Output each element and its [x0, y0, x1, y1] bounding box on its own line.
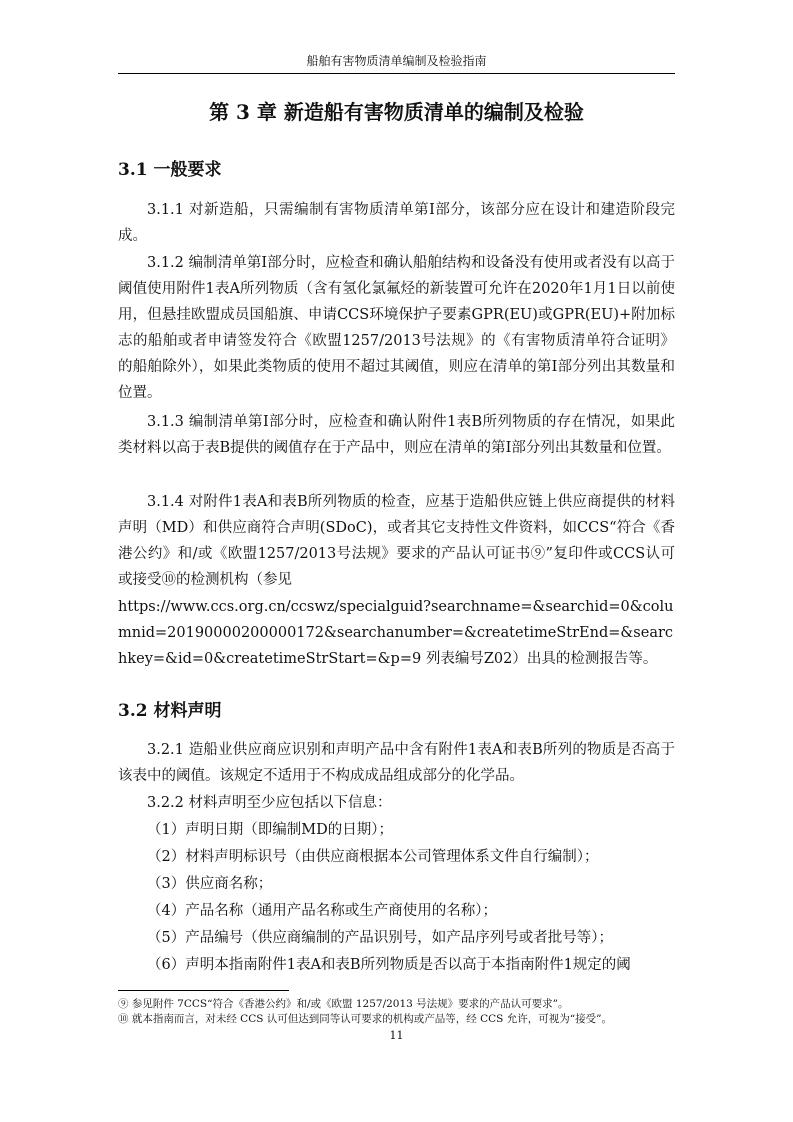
paragraph-3-1-3: 3.1.3 编制清单第I部分时，应检查和确认附件1表B所列物质的存在情况，如果此类材料以高于表B提供的阈值存在于产品中，则应在清单的第I部分列出其数量和位置。 [118, 414, 675, 456]
paragraph-3-1-4: 3.1.4 对附件1表A和表B所列物质的检查，应基于造船供应链上供应商提供的材料声明（MD）和供应商符合声明(SDoC)，或者其它支持性文件资料，如CCS“符合《香港公约》和/或《欧盟1257/2013号法规》要求的产品认可证书⑨”复印件或CCS认可或接受⑩的检测机构（参见 [118, 494, 675, 588]
chapter-title: 第 3 章 新造船有害物质清单的编制及检验 [209, 100, 584, 124]
header-divider [118, 73, 675, 74]
footnote-divider [118, 990, 289, 991]
section-title-3-1: 3.1 一般要求 [118, 160, 222, 180]
footnote-10: ⑩ 就本指南而言，对未经 CCS 认可但达到同等认可要求的机构或产品等，经 CCS 允许，可视为“接受”。 [118, 1013, 612, 1025]
paragraph-3-1-4-url: https://www.ccs.org.cn/ccswz/specialguid?searchname=&searchid=0&columnid=20190000200000172&searchanumber=&createtimeStrEnd=&searchkey=&id=0&createtimeStrStart=&p=9 列表编号Z02）出具的检测报告等。 [118, 599, 674, 667]
paragraph-3-2-1: 3.2.1 造船业供应商应识别和声明产品中含有附件1表A和表B所列的物质是否高于该表中的阈值。该规定不适用于不构成成品组成部分的化学品。 [118, 742, 675, 784]
section-title-3-2: 3.2 材料声明 [118, 701, 222, 721]
page-number: 11 [389, 1029, 404, 1042]
paragraph-3-2-2: 3.2.2 材料声明至少应包括以下信息： [147, 795, 392, 811]
list-item: （5）产品编号（供应商编制的产品识别号，如产品序列号或者批号等）； [147, 930, 613, 946]
list-item: （2）材料声明标识号（由供应商根据本公司管理体系文件自行编制）； [147, 849, 599, 865]
running-header: 船舶有害物质清单编制及检验指南 [306, 54, 487, 68]
list-item: （6）声明本指南附件1表A和表B所列物质是否以高于本指南附件1规定的阈 [147, 957, 631, 973]
list-item: （4）产品名称（通用产品名称或生产商使用的名称）； [147, 903, 497, 919]
paragraph-3-1-1: 3.1.1 对新造船，只需编制有害物质清单第I部分，该部分应在设计和建造阶段完成。 [118, 202, 675, 244]
footnote-9: ⑨ 参见附件 7CCS“符合《香港公约》和/或《欧盟 1257/2013 号法规》要求的产品认可要求”。 [118, 998, 569, 1010]
list-item: （1）声明日期（即编制MD的日期）； [147, 822, 393, 838]
paragraph-3-1-2: 3.1.2 编制清单第I部分时，应检查和确认船舶结构和设备没有使用或者没有以高于阈值使用附件1表A所列物质（含有氢化氯氟烃的新装置可允许在2020年1月1日以前使用，但悬挂欧盟成员国船旗、申请CCS环境保护子要素GPR(EU)或GPR(EU)+附加标志的船舶或者申请签发符合《欧盟1257/2013号法规》的《有害物质清单符合证明》的船舶除外），如果此类物质的使用不超过其阈值，则应在清单的第I部分列出其数量和位置。 [118, 255, 675, 401]
list-item: （3）供应商名称； [147, 876, 273, 892]
